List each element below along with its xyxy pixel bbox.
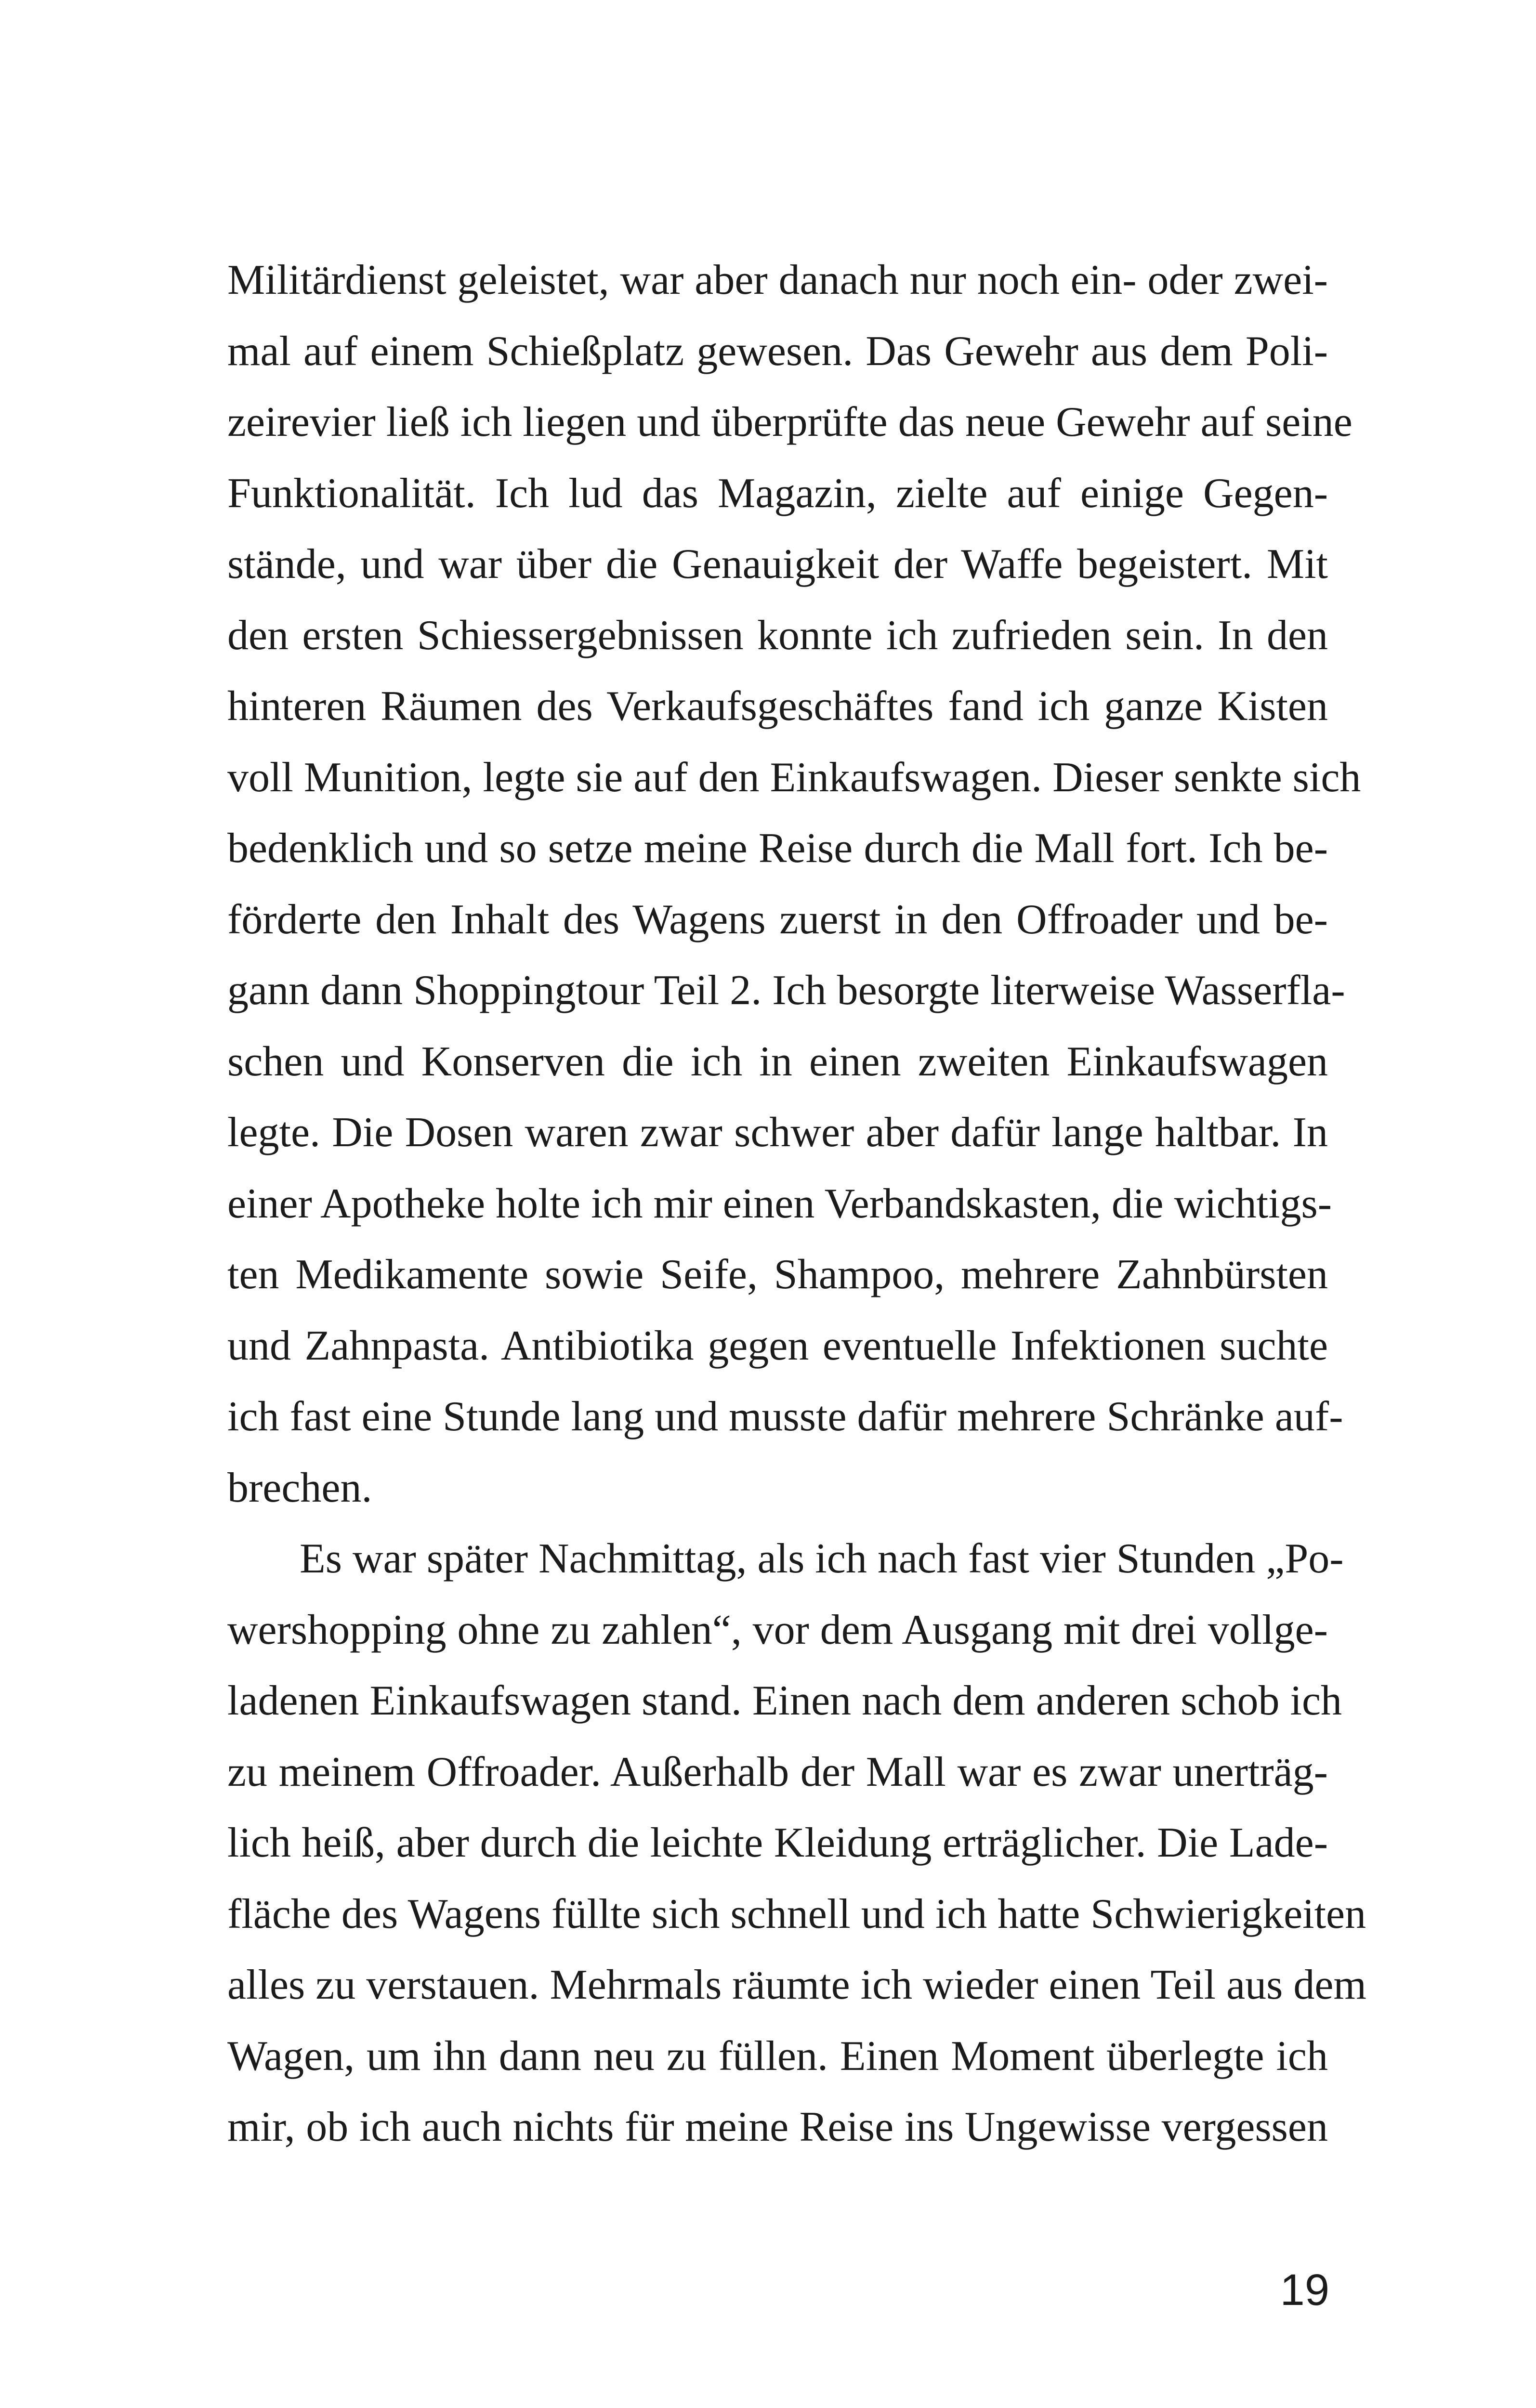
text-line: lich heiß, aber durch die leichte Kleidung erträglicher. Die Lade- bbox=[227, 1819, 1328, 1866]
page-number: 19 bbox=[1280, 2265, 1329, 2315]
text-line: schen und Konserven die ich in einen zweiten Einkaufswagen bbox=[227, 1038, 1328, 1085]
text-line: mal auf einem Schießplatz gewesen. Das Gewehr aus dem Poli- bbox=[227, 327, 1328, 375]
text-line: wershopping ohne zu zahlen“, vor dem Ausgang mit drei vollge- bbox=[227, 1606, 1328, 1653]
text-line: gann dann Shoppingtour Teil 2. Ich besorgte literweise Wasserfla- bbox=[227, 967, 1345, 1014]
text-line: legte. Die Dosen waren zwar schwer aber dafür lange haltbar. In bbox=[227, 1109, 1328, 1156]
text-line: voll Munition, legte sie auf den Einkaufswagen. Dieser senkte sich bbox=[227, 754, 1361, 801]
text-line: brechen. bbox=[227, 1464, 372, 1511]
text-line: hinteren Räumen des Verkaufsgeschäftes fand ich ganze Kisten bbox=[227, 683, 1328, 730]
text-line: ich fast eine Stunde lang und musste dafür mehrere Schränke auf- bbox=[227, 1393, 1343, 1440]
text-line: ladenen Einkaufswagen stand. Einen nach dem anderen schob ich bbox=[227, 1677, 1342, 1724]
text-line: Funktionalität. Ich lud das Magazin, zielte auf einige Gegen- bbox=[227, 470, 1328, 517]
text-line: förderte den Inhalt des Wagens zuerst in den Offroader und be- bbox=[227, 896, 1328, 943]
text-line: zeirevier ließ ich liegen und überprüfte das neue Gewehr auf seine bbox=[227, 399, 1352, 445]
text-line: und Zahnpasta. Antibiotika gegen eventuelle Infektionen suchte bbox=[227, 1322, 1328, 1369]
text-line: einer Apotheke holte ich mir einen Verbandskasten, die wichtigs- bbox=[227, 1180, 1332, 1227]
text-line: Militärdienst geleistet, war aber danach nur noch ein- oder zwei- bbox=[227, 257, 1328, 303]
text-line: alles zu verstauen. Mehrmals räumte ich wieder einen Teil aus dem bbox=[227, 1962, 1366, 2008]
text-line: Wagen, um ihn dann neu zu füllen. Einen Moment überlegte ich bbox=[227, 2032, 1328, 2080]
text-line: ten Medikamente sowie Seife, Shampoo, mehrere Zahnbürsten bbox=[227, 1251, 1328, 1298]
text-line: fläche des Wagens füllte sich schnell und ich hatte Schwierigkeiten bbox=[227, 1890, 1366, 1937]
text-line: stände, und war über die Genauigkeit der Waffe begeistert. Mit bbox=[227, 541, 1328, 588]
text-line: bedenklich und so setze meine Reise durch die Mall fort. Ich be- bbox=[227, 825, 1328, 872]
body-text bbox=[227, 245, 1366, 2163]
text-line: Es war später Nachmittag, als ich nach fast vier Stunden „Po- bbox=[300, 1535, 1344, 1582]
text-line: zu meinem Offroader. Außerhalb der Mall war es zwar unerträg- bbox=[227, 1748, 1328, 1795]
text-line: den ersten Schiessergebnissen konnte ich zufrieden sein. In den bbox=[227, 612, 1328, 659]
text-line: mir, ob ich auch nichts für meine Reise ins Ungewisse vergessen bbox=[227, 2104, 1328, 2150]
